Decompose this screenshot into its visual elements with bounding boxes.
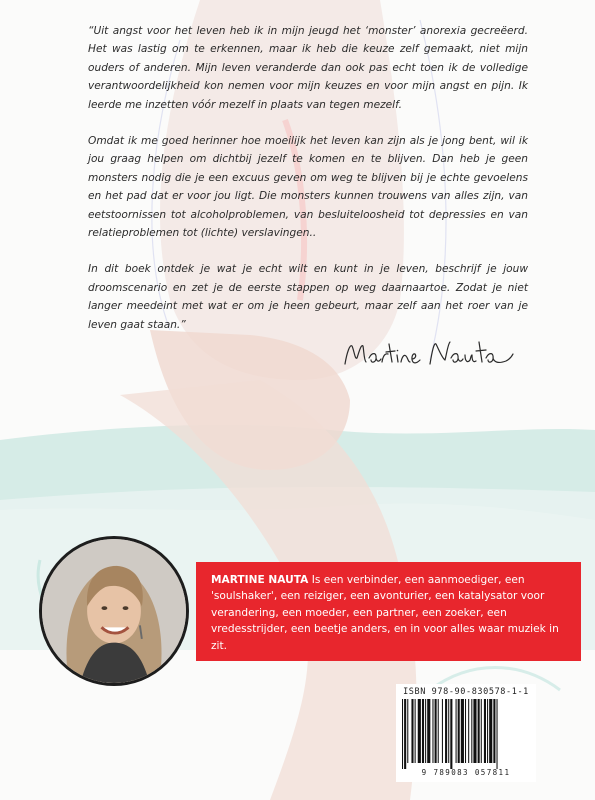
barcode-bar bbox=[402, 699, 403, 769]
barcode-digits: 9 789083 057811 bbox=[421, 768, 511, 777]
barcode-bar bbox=[461, 699, 464, 763]
barcode-bar bbox=[435, 699, 437, 763]
author-portrait-icon bbox=[42, 539, 186, 683]
isbn-label: ISBN 978-90-830578-1-1 bbox=[403, 687, 529, 697]
barcode-bar bbox=[411, 699, 413, 763]
author-bio-box bbox=[196, 562, 581, 661]
barcode-bar bbox=[456, 699, 457, 763]
barcode-bar bbox=[404, 699, 406, 769]
barcode-bar bbox=[450, 699, 452, 769]
barcode-bar bbox=[407, 699, 408, 763]
barcode-bar bbox=[418, 699, 421, 763]
barcode-bar bbox=[458, 699, 460, 763]
quote-paragraph: Omdat ik me goed herinner hoe moeilijk het leven kan zijn als je jong bent, wil ik jou graag helpen om dichtbij jezelf te komen en te blijven. Dan heb je geen monsters nodig die je een excuus geven om weg te blijven bij je echte gevoelens en het pad dat er voor jou ligt. Die monsters kunnen trouwens van alles zijn, van eetstoornissen tot alcoholproblemen, van besluiteloosheid tot depressies en van relatieproblemen tot (lichte) verslavingen.. bbox=[88, 135, 528, 240]
author-signature bbox=[342, 334, 517, 376]
barcode-bar bbox=[478, 699, 480, 763]
author-bio-text: Is een verbinder, een aanmoediger, een 'soulshaker', een reiziger, een avonturier, een katalysator voor verandering, een moeder, een partner, een zoeker, een vredesstrijder, een beetje anders, en in voor alles waar muziek in zit. bbox=[211, 574, 559, 652]
isbn-barcode bbox=[396, 684, 536, 782]
barcode-bar bbox=[425, 699, 426, 763]
barcode-bar bbox=[481, 699, 482, 763]
barcode-bar bbox=[448, 699, 449, 763]
barcode-bar bbox=[432, 699, 433, 763]
barcode-bar bbox=[489, 699, 492, 763]
barcode-bar bbox=[427, 699, 430, 763]
barcode-bar bbox=[465, 699, 466, 763]
barcode-bar bbox=[445, 699, 447, 763]
barcode-bar bbox=[468, 699, 469, 763]
back-cover-quote bbox=[88, 22, 528, 352]
author-photo bbox=[39, 536, 189, 686]
barcode-bar bbox=[438, 699, 439, 763]
quote-paragraph: In dit boek ontdek je wat je echt wilt en kunt in je leven, beschrijf je jouw droomscenario en zet je de eerste stappen op weg daarnaartoe. Zodat je niet langer meedeint met wat er om je heen gebeurt, maar zelf aan het roer van je leven gaat staan.” bbox=[88, 263, 528, 331]
barcode-bar bbox=[473, 699, 476, 763]
barcode-bar bbox=[471, 699, 472, 763]
barcode-bar bbox=[497, 699, 498, 769]
barcode-bar bbox=[493, 699, 495, 763]
barcode-bar bbox=[415, 699, 416, 763]
barcode-bars bbox=[402, 699, 530, 769]
barcode-bar bbox=[442, 699, 443, 763]
barcode-bar bbox=[422, 699, 424, 763]
barcode-bar bbox=[487, 699, 488, 763]
quote-paragraph: “Uit angst voor het leven heb ik in mijn jeugd het ‘monster’ anorexia gecreëerd. Het was lastig om te erkennen, maar ik heb die keuze zelf gemaakt, niet mijn ouders of anderen. Mijn leven veranderde dan ook pas echt toen ik de volledige verantwoordelijkheid kon nemen voor mijn keuzes en voor mijn angst en pijn. Ik leerde me inzetten vóór mezelf in plaats van tegen mezelf. bbox=[88, 25, 528, 111]
barcode-bar bbox=[484, 699, 486, 763]
author-name: MARTINE NAUTA bbox=[211, 574, 309, 586]
